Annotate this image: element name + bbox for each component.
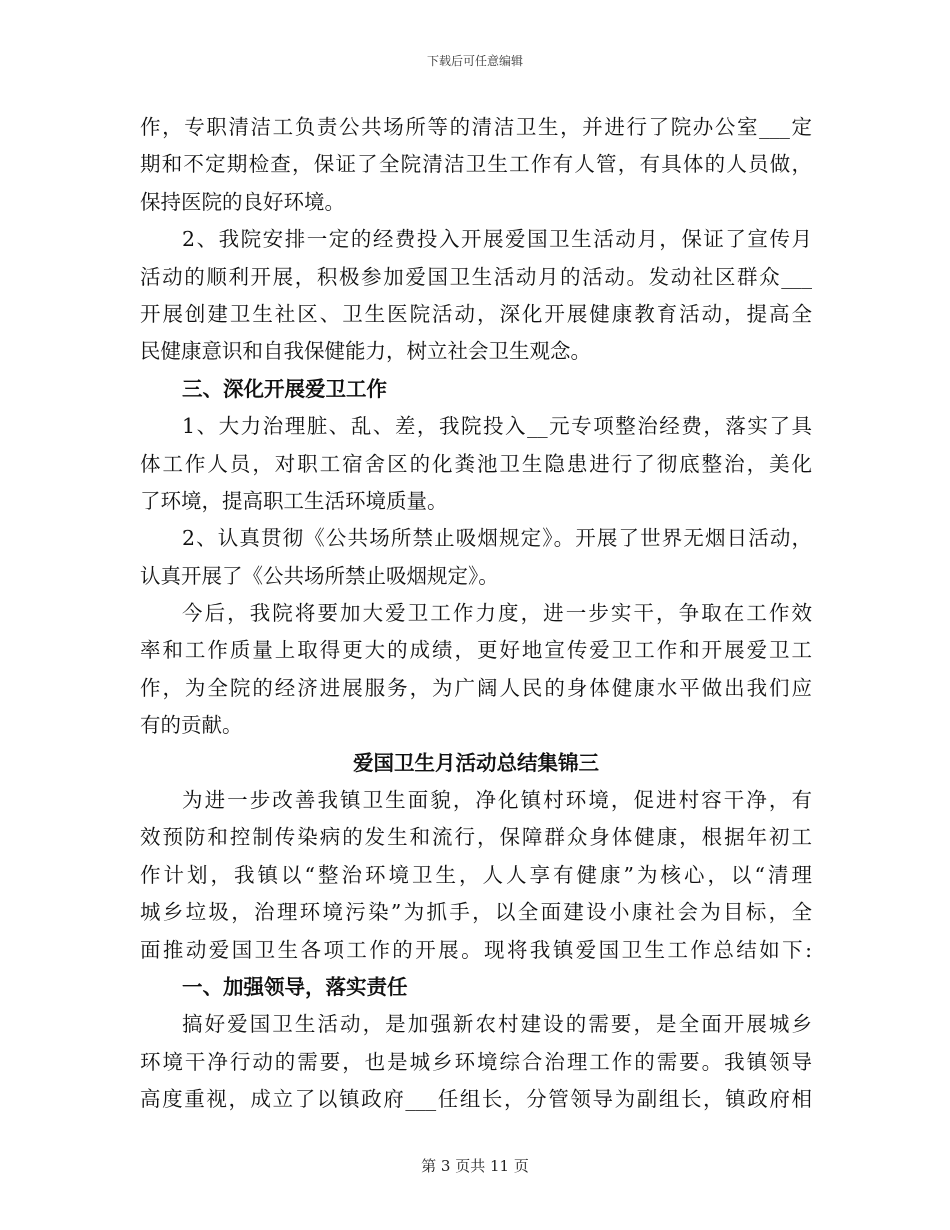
paragraph-line: 体工作人员，对职工宿舍区的化粪池卫生隐患进行了彻底整治，美化 — [140, 451, 812, 476]
paragraph-line: 率和工作质量上取得更大的成绩，更好地宣传爱卫工作和开展爱卫工 — [140, 638, 812, 663]
paragraph-line: 作，为全院的经济进展服务，为广阔人民的身体健康水平做出我们应 — [140, 675, 812, 700]
paragraph-line: 今后，我院将要加大爱卫工作力度，进一步实干，争取在工作效 — [182, 601, 812, 626]
paragraph-line: 城乡垃圾，治理环境污染”为抓手，以全面建设小康社会为目标，全 — [140, 900, 812, 925]
paragraph-line: 保持医院的良好环境。 — [140, 189, 345, 214]
page-number-footer: 第 3 页共 11 页 — [421, 1157, 529, 1175]
paragraph-line: 面推动爱国卫生各项工作的开展。现将我镇爱国卫生工作总结如下: — [140, 937, 812, 962]
paragraph-line: 开展创建卫生社区、卫生医院活动，深化开展健康教育活动，提高全 — [140, 301, 812, 326]
paragraph-line: 2、认真贯彻《公共场所禁止吸烟规定》。开展了世界无烟日活动， — [182, 526, 812, 551]
paragraph-line: 作，专职清洁工负责公共场所等的清洁卫生，并进行了院办公室___定 — [140, 115, 812, 139]
paragraph-line: 高度重视，成立了以镇政府___任组长，分管领导为副组长，镇政府相 — [140, 1087, 812, 1112]
paragraph-line: 为进一步改善我镇卫生面貌，净化镇村环境，促进村容干净，有 — [182, 788, 812, 813]
paragraph-line: 了环境，提高职工生活环境质量。 — [140, 488, 448, 513]
document-body — [140, 109, 812, 1119]
paragraph-line: 搞好爱国卫生活动，是加强新农村建设的需要，是全面开展城乡 — [182, 1012, 812, 1037]
page-header: 下载后可任意编辑 — [426, 54, 523, 68]
paragraph-line: 有的贡献。 — [140, 713, 243, 738]
paragraph-line: 民健康意识和自我保健能力，树立社会卫生观念。 — [140, 339, 591, 364]
paragraph-line: 效预防和控制传染病的发生和流行，保障群众身体健康，根据年初工 — [140, 825, 812, 850]
paragraph-line: 认真开展了《公共场所禁止吸烟规定》。 — [140, 563, 499, 588]
paragraph-line: 期和不定期检查，保证了全院清洁卫生工作有人管，有具体的人员做， — [140, 152, 812, 177]
paragraph-line: 环境干净行动的需要，也是城乡环境综合治理工作的需要。我镇领导 — [140, 1049, 812, 1074]
paragraph-line: 活动的顺利开展，积极参加爱国卫生活动月的活动。发动社区群众___ — [140, 264, 812, 289]
paragraph-line: 1、大力治理脏、乱、差，我院投入__元专项整治经费，落实了具 — [182, 414, 812, 439]
paragraph-line: 作计划，我镇以“整治环境卫生，人人享有健康”为核心，以“清理 — [140, 862, 812, 887]
document-title: 爱国卫生月活动总结集锦三 — [353, 750, 599, 775]
section-heading: 一、加强领导，落实责任 — [182, 974, 408, 999]
paragraph-line: 2、我院安排一定的经费投入开展爱国卫生活动月，保证了宣传月 — [182, 227, 812, 252]
section-heading: 三、深化开展爱卫工作 — [182, 376, 387, 401]
